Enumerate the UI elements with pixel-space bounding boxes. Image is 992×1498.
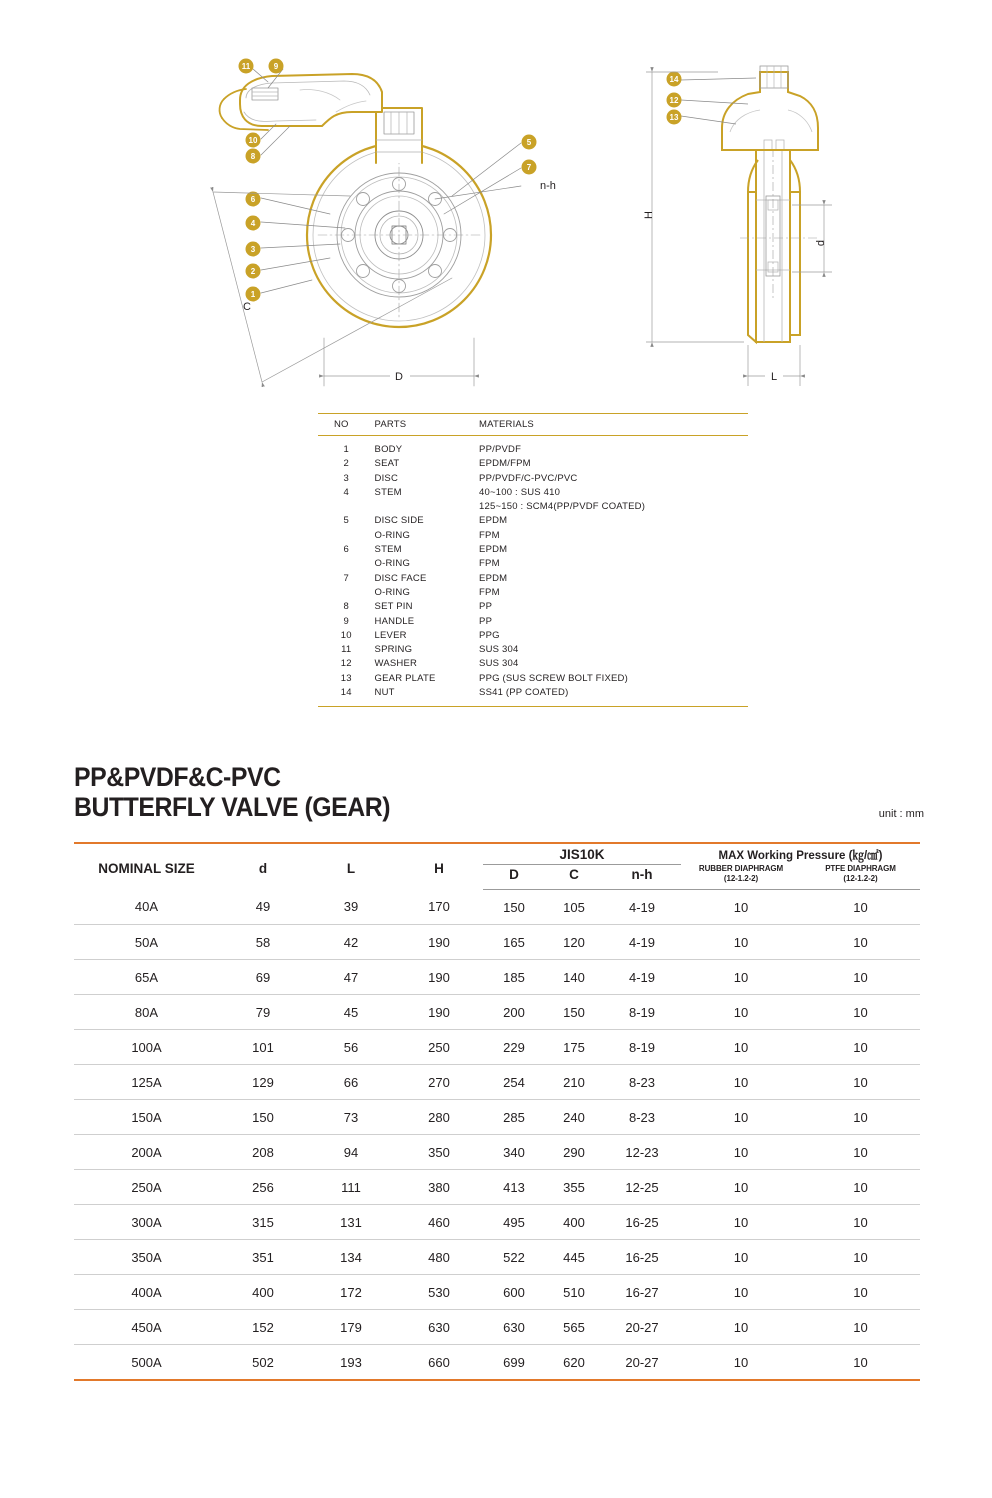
parts-cell-material: SS41 (PP COATED)	[479, 687, 569, 699]
spec-cell-d: 351	[219, 1240, 307, 1275]
parts-header-materials: MATERIALS	[479, 414, 748, 436]
parts-cell-part: O-RING	[374, 529, 411, 541]
spec-cell-L: 134	[307, 1240, 395, 1275]
spec-cell-L: 39	[307, 890, 395, 925]
rubber-diaphragm-sub: (12-1.2-2)	[723, 874, 759, 883]
spec-cell-ptfe-pressure: 10	[801, 1030, 920, 1065]
callout-10: 10	[248, 136, 258, 145]
spec-cell-H: 170	[395, 890, 483, 925]
parts-cell-part: WASHER	[374, 658, 418, 670]
spec-cell-jis-nh: 20-27	[603, 1310, 681, 1345]
spec-cell-nominal-size: 100A	[74, 1030, 219, 1065]
parts-cell-no: 10	[340, 629, 352, 641]
spec-cell-jis-nh: 8-19	[603, 1030, 681, 1065]
callout-5: 5	[526, 138, 532, 147]
parts-table-row	[318, 657, 748, 671]
spec-cell-ptfe-pressure: 10	[801, 1240, 920, 1275]
spec-cell-jis-nh: 16-27	[603, 1275, 681, 1310]
product-title-line2: BUTTERFLY VALVE (GEAR)	[74, 792, 391, 822]
parts-cell-part: SET PIN	[374, 601, 413, 613]
spec-header-jis-nh: n-h	[603, 864, 681, 890]
callout-12: 12	[669, 96, 679, 105]
parts-cell-part: O-RING	[374, 586, 411, 598]
spec-cell-ptfe-pressure: 10	[801, 1065, 920, 1100]
parts-cell-part: DISC FACE	[374, 572, 427, 584]
parts-cell-part: DISC SIDE	[374, 515, 424, 527]
svg-text:C: C	[243, 301, 251, 313]
parts-cell-part: NUT	[374, 687, 395, 699]
parts-header-parts: PARTS	[375, 414, 480, 436]
parts-cell-material: SUS 304	[479, 644, 519, 656]
label-d: d	[815, 239, 827, 247]
parts-cell-material: PPG	[479, 629, 500, 641]
spec-header-ptfe-diaphragm	[801, 864, 920, 890]
spec-cell-H: 480	[395, 1240, 483, 1275]
spec-cell-jis-C: 620	[545, 1345, 603, 1381]
callout-14: 14	[669, 75, 679, 84]
spec-cell-ptfe-pressure: 10	[801, 960, 920, 995]
spec-cell-rubber-pressure: 10	[681, 890, 801, 925]
parts-table-header-row	[318, 414, 748, 436]
spec-cell-jis-D: 600	[483, 1275, 545, 1310]
rubber-diaphragm-label: RUBBER DIAPHRAGM	[698, 864, 784, 873]
parts-table-row	[318, 543, 748, 557]
spec-cell-d: 315	[219, 1205, 307, 1240]
spec-cell-H: 190	[395, 925, 483, 960]
parts-cell-no	[318, 557, 375, 571]
spec-cell-d: 502	[219, 1345, 307, 1381]
spec-cell-nominal-size: 40A	[74, 890, 219, 925]
spec-cell-jis-C: 290	[545, 1135, 603, 1170]
parts-table-row	[318, 614, 748, 628]
parts-table-row	[318, 628, 748, 642]
callout-9: 9	[273, 62, 279, 71]
callout-13: 13	[669, 113, 679, 122]
spec-cell-ptfe-pressure: 10	[801, 1310, 920, 1345]
callout-7: 7	[526, 163, 532, 172]
spec-cell-L: 172	[307, 1275, 395, 1310]
spec-header-jis-D: D	[483, 864, 545, 890]
callout-11: 11	[241, 62, 251, 71]
spec-cell-d: 152	[219, 1310, 307, 1345]
spec-cell-rubber-pressure: 10	[681, 1275, 801, 1310]
spec-cell-H: 190	[395, 995, 483, 1030]
spec-cell-L: 131	[307, 1205, 395, 1240]
spec-cell-d: 69	[219, 960, 307, 995]
spec-cell-d: 208	[219, 1135, 307, 1170]
spec-cell-L: 56	[307, 1030, 395, 1065]
spec-cell-d: 49	[219, 890, 307, 925]
spec-cell-nominal-size: 350A	[74, 1240, 219, 1275]
spec-cell-L: 193	[307, 1345, 395, 1381]
spec-cell-H: 350	[395, 1135, 483, 1170]
spec-cell-jis-nh: 4-19	[603, 960, 681, 995]
parts-cell-material: EPDM	[479, 544, 508, 556]
spec-cell-jis-C: 120	[545, 925, 603, 960]
spec-cell-ptfe-pressure: 10	[801, 995, 920, 1030]
parts-cell-no: 13	[340, 672, 352, 684]
parts-header-no: NO	[318, 414, 375, 436]
callout-2: 2	[250, 267, 256, 276]
spec-header-row-top	[74, 843, 920, 864]
spec-cell-jis-nh: 16-25	[603, 1240, 681, 1275]
spec-cell-jis-nh: 16-25	[603, 1205, 681, 1240]
parts-table-row	[318, 571, 748, 585]
parts-cell-no	[318, 585, 375, 599]
spec-cell-nominal-size: 80A	[74, 995, 219, 1030]
parts-cell-no: 12	[340, 658, 352, 670]
spec-cell-jis-C: 140	[545, 960, 603, 995]
parts-cell-no: 6	[343, 544, 349, 556]
parts-cell-material: EPDM	[479, 572, 508, 584]
parts-cell-no	[318, 500, 375, 514]
spec-cell-jis-D: 165	[483, 925, 545, 960]
spec-table-row	[74, 1065, 920, 1100]
parts-cell-no: 3	[343, 472, 349, 484]
spec-header-rubber-diaphragm	[681, 864, 801, 890]
parts-cell-no: 5	[343, 515, 349, 527]
spec-cell-rubber-pressure: 10	[681, 925, 801, 960]
parts-cell-part	[375, 500, 480, 514]
parts-cell-part: SEAT	[374, 458, 400, 470]
spec-cell-jis-D: 200	[483, 995, 545, 1030]
parts-cell-material: 40~100 : SUS 410	[479, 486, 561, 498]
spec-cell-jis-D: 630	[483, 1310, 545, 1345]
spec-cell-ptfe-pressure: 10	[801, 1275, 920, 1310]
parts-table-row	[318, 471, 748, 485]
spec-cell-rubber-pressure: 10	[681, 1100, 801, 1135]
label-H: H	[643, 211, 655, 219]
spec-cell-H: 630	[395, 1310, 483, 1345]
spec-cell-L: 94	[307, 1135, 395, 1170]
spec-table-row	[74, 1345, 920, 1381]
spec-table-row	[74, 1310, 920, 1345]
parts-cell-material: FPM	[479, 586, 500, 598]
spec-cell-ptfe-pressure: 10	[801, 1345, 920, 1381]
spec-cell-jis-D: 495	[483, 1205, 545, 1240]
spec-cell-d: 256	[219, 1170, 307, 1205]
spec-cell-ptfe-pressure: 10	[801, 1170, 920, 1205]
spec-cell-H: 460	[395, 1205, 483, 1240]
spec-cell-jis-nh: 12-23	[603, 1135, 681, 1170]
parts-table-row	[318, 500, 748, 514]
parts-cell-material: 125~150 : SCM4(PP/PVDF COATED)	[479, 501, 646, 513]
spec-cell-jis-C: 400	[545, 1205, 603, 1240]
spec-cell-jis-D: 229	[483, 1030, 545, 1065]
spec-header-H: H	[395, 843, 483, 890]
spec-cell-L: 45	[307, 995, 395, 1030]
spec-header-jis-C: C	[545, 864, 603, 890]
spec-table-row	[74, 1030, 920, 1065]
spec-cell-L: 66	[307, 1065, 395, 1100]
parts-cell-part: BODY	[374, 444, 403, 455]
spec-cell-d: 400	[219, 1275, 307, 1310]
parts-table-row	[318, 600, 748, 614]
spec-cell-rubber-pressure: 10	[681, 1310, 801, 1345]
spec-cell-d: 79	[219, 995, 307, 1030]
spec-cell-H: 530	[395, 1275, 483, 1310]
parts-cell-material: SUS 304	[479, 658, 519, 670]
spec-cell-rubber-pressure: 10	[681, 1065, 801, 1100]
callout-6: 6	[250, 195, 256, 204]
parts-cell-no: 11	[341, 644, 352, 656]
spec-cell-rubber-pressure: 10	[681, 995, 801, 1030]
spec-cell-H: 660	[395, 1345, 483, 1381]
parts-cell-material: PP	[479, 601, 493, 613]
spec-cell-jis-C: 445	[545, 1240, 603, 1275]
spec-cell-nominal-size: 125A	[74, 1065, 219, 1100]
parts-cell-part: GEAR PLATE	[374, 672, 436, 684]
spec-cell-H: 250	[395, 1030, 483, 1065]
spec-cell-nominal-size: 50A	[74, 925, 219, 960]
spec-cell-jis-D: 285	[483, 1100, 545, 1135]
spec-header-nominal-size: NOMINAL SIZE	[74, 843, 219, 890]
spec-cell-jis-D: 150	[483, 890, 545, 925]
parts-table-row	[318, 485, 748, 499]
parts-cell-material: PP/PVDF/C-PVC/PVC	[479, 472, 578, 484]
spec-cell-rubber-pressure: 10	[681, 1345, 801, 1381]
spec-table-row	[74, 1205, 920, 1240]
parts-cell-no: 14	[340, 687, 352, 699]
spec-cell-jis-D: 254	[483, 1065, 545, 1100]
spec-header-max-pressure-group: MAX Working Pressure (㎏/㎠)	[681, 843, 920, 864]
parts-table-row	[318, 457, 748, 471]
spec-cell-jis-D: 413	[483, 1170, 545, 1205]
label-n-h: n-h	[540, 180, 556, 192]
spec-cell-H: 380	[395, 1170, 483, 1205]
spec-cell-jis-C: 240	[545, 1100, 603, 1135]
spec-header-d: d	[219, 843, 307, 890]
spec-cell-nominal-size: 450A	[74, 1310, 219, 1345]
callout-4: 4	[250, 219, 256, 228]
parts-table-row	[318, 514, 748, 528]
spec-table-row	[74, 960, 920, 995]
spec-cell-nominal-size: 400A	[74, 1275, 219, 1310]
title-block	[74, 762, 924, 822]
spec-cell-nominal-size: 200A	[74, 1135, 219, 1170]
parts-cell-material: EPDM/FPM	[479, 458, 531, 470]
spec-cell-rubber-pressure: 10	[681, 1135, 801, 1170]
spec-cell-rubber-pressure: 10	[681, 1205, 801, 1240]
spec-cell-jis-nh: 20-27	[603, 1345, 681, 1381]
spec-cell-rubber-pressure: 10	[681, 1030, 801, 1065]
spec-cell-L: 73	[307, 1100, 395, 1135]
spec-cell-ptfe-pressure: 10	[801, 925, 920, 960]
spec-cell-ptfe-pressure: 10	[801, 890, 920, 925]
parts-cell-part: STEM	[374, 486, 402, 498]
spec-table-row	[74, 1170, 920, 1205]
label-D: D	[395, 371, 403, 383]
spec-header-L: L	[307, 843, 395, 890]
spec-cell-d: 58	[219, 925, 307, 960]
spec-cell-rubber-pressure: 10	[681, 1170, 801, 1205]
spec-cell-d: 150	[219, 1100, 307, 1135]
parts-table-row	[318, 671, 748, 685]
parts-cell-no: 4	[343, 486, 349, 498]
parts-cell-no	[318, 528, 375, 542]
label-L: L	[770, 371, 778, 383]
spec-cell-L: 47	[307, 960, 395, 995]
spec-header-jis-group: JIS10K	[483, 843, 681, 864]
parts-table-row	[318, 643, 748, 657]
spec-cell-ptfe-pressure: 10	[801, 1100, 920, 1135]
parts-materials-table	[318, 413, 748, 707]
spec-cell-H: 270	[395, 1065, 483, 1100]
unit-label: unit : mm	[878, 808, 924, 820]
spec-cell-nominal-size: 250A	[74, 1170, 219, 1205]
spec-cell-nominal-size: 300A	[74, 1205, 219, 1240]
spec-cell-jis-D: 185	[483, 960, 545, 995]
parts-cell-material: FPM	[479, 558, 500, 570]
spec-cell-L: 42	[307, 925, 395, 960]
spec-cell-jis-C: 175	[545, 1030, 603, 1065]
spec-cell-jis-C: 210	[545, 1065, 603, 1100]
spec-table-row	[74, 995, 920, 1030]
spec-cell-H: 190	[395, 960, 483, 995]
spec-cell-jis-D: 340	[483, 1135, 545, 1170]
parts-cell-part: SPRING	[374, 644, 413, 656]
spec-table-row	[74, 1240, 920, 1275]
parts-table-row	[318, 585, 748, 599]
spec-table-row	[74, 925, 920, 960]
spec-cell-ptfe-pressure: 10	[801, 1135, 920, 1170]
spec-cell-jis-nh: 8-23	[603, 1100, 681, 1135]
parts-cell-material: PPG (SUS SCREW BOLT FIXED)	[479, 672, 628, 684]
front-view	[213, 59, 556, 387]
parts-cell-no: 9	[343, 615, 349, 627]
ptfe-diaphragm-label: PTFE DIAPHRAGM	[825, 864, 896, 873]
spec-cell-ptfe-pressure: 10	[801, 1205, 920, 1240]
parts-table-row	[318, 436, 748, 457]
side-view	[643, 66, 832, 386]
spec-cell-jis-nh: 8-19	[603, 995, 681, 1030]
parts-cell-no: 2	[343, 458, 349, 470]
spec-cell-nominal-size: 150A	[74, 1100, 219, 1135]
parts-table-row	[318, 528, 748, 542]
spec-table-row	[74, 1135, 920, 1170]
spec-cell-jis-nh: 8-23	[603, 1065, 681, 1100]
spec-cell-jis-D: 522	[483, 1240, 545, 1275]
spec-table-row	[74, 1275, 920, 1310]
product-title-line1: PP&PVDF&C-PVC	[74, 762, 281, 792]
spec-table-row	[74, 890, 920, 925]
parts-cell-material: EPDM	[479, 515, 508, 527]
spec-cell-rubber-pressure: 10	[681, 960, 801, 995]
spec-cell-jis-nh: 4-19	[603, 890, 681, 925]
spec-cell-jis-C: 510	[545, 1275, 603, 1310]
valve-drawing	[0, 0, 992, 400]
spec-cell-H: 280	[395, 1100, 483, 1135]
parts-cell-material: PP	[479, 615, 493, 627]
spec-cell-d: 101	[219, 1030, 307, 1065]
parts-cell-part: LEVER	[374, 629, 407, 641]
parts-cell-part: O-RING	[374, 558, 411, 570]
spec-cell-jis-C: 565	[545, 1310, 603, 1345]
spec-cell-d: 129	[219, 1065, 307, 1100]
spec-cell-jis-D: 699	[483, 1345, 545, 1381]
specification-table	[74, 842, 920, 1381]
spec-cell-jis-nh: 12-25	[603, 1170, 681, 1205]
parts-cell-no: 8	[343, 601, 349, 613]
parts-cell-no: 1	[343, 444, 349, 455]
ptfe-diaphragm-sub: (12-1.2-2)	[843, 874, 878, 883]
spec-cell-L: 111	[307, 1170, 395, 1205]
parts-cell-part: HANDLE	[374, 615, 415, 627]
spec-cell-rubber-pressure: 10	[681, 1240, 801, 1275]
spec-cell-jis-C: 105	[545, 890, 603, 925]
parts-table-row	[318, 557, 748, 571]
spec-cell-jis-C: 150	[545, 995, 603, 1030]
callout-3: 3	[250, 245, 256, 254]
parts-table-row	[318, 686, 748, 707]
spec-table-row	[74, 1100, 920, 1135]
spec-cell-jis-nh: 4-19	[603, 925, 681, 960]
spec-cell-L: 179	[307, 1310, 395, 1345]
parts-cell-part: STEM	[374, 544, 402, 556]
callout-8: 8	[250, 152, 256, 161]
spec-cell-nominal-size: 500A	[74, 1345, 219, 1381]
parts-cell-material: PP/PVDF	[479, 444, 522, 455]
spec-cell-jis-C: 355	[545, 1170, 603, 1205]
parts-cell-no: 7	[343, 572, 349, 584]
callout-1: 1	[250, 290, 256, 299]
parts-cell-part: DISC	[374, 472, 399, 484]
spec-cell-nominal-size: 65A	[74, 960, 219, 995]
parts-cell-material: FPM	[479, 529, 500, 541]
